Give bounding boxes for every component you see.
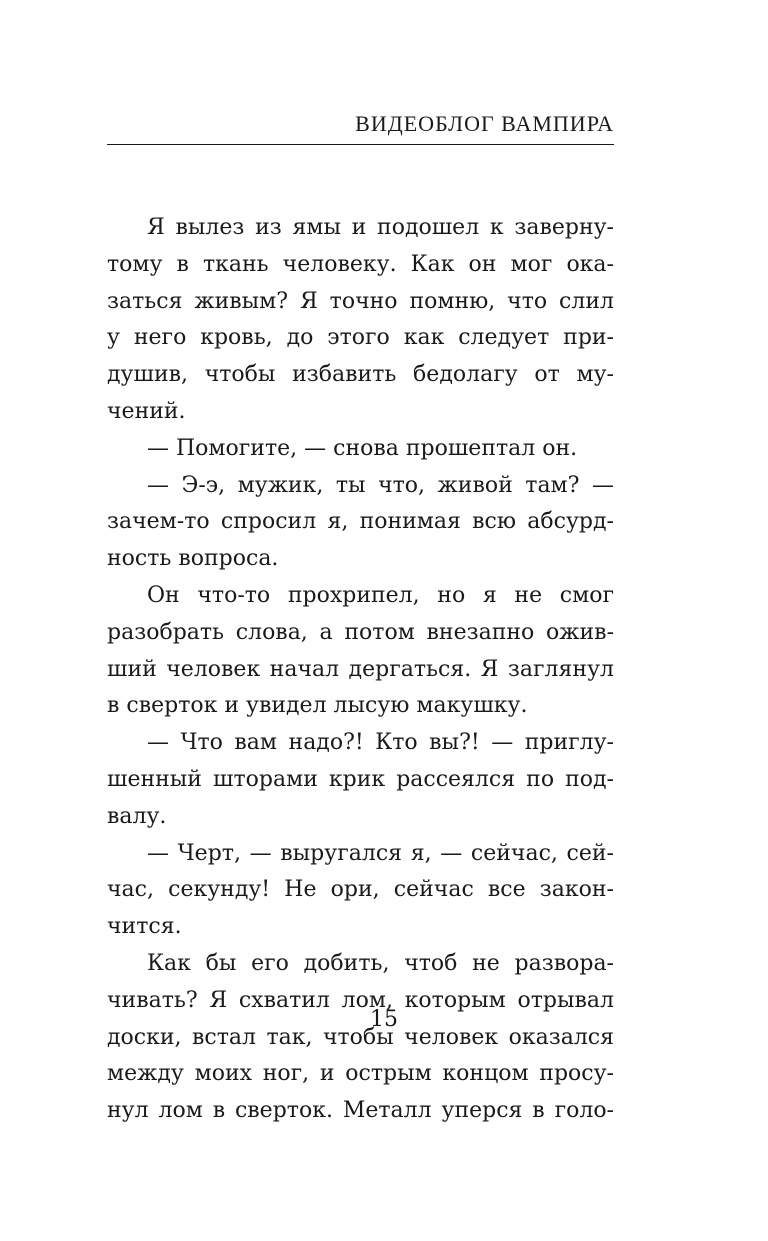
- book-title: ВИДЕОБЛОГ ВАМПИРА: [355, 111, 614, 136]
- page-number: 15: [370, 1007, 398, 1032]
- text-line: Как бы его добить, чтоб не развора-: [147, 950, 614, 976]
- text-line: — Что вам надо?! Кто вы?! — приглу-: [147, 730, 614, 756]
- text-line: между моих ног, и острым концом просу-: [107, 1061, 614, 1087]
- text-line: ность вопроса.: [107, 546, 279, 572]
- text-line: валу.: [107, 803, 167, 829]
- running-header: [107, 110, 614, 145]
- text-line: Я вылез из ямы и подошел к заверну-: [147, 215, 614, 240]
- text-line: — Черт, — выругался я, — сейчас, сей-: [147, 840, 614, 866]
- text-line: у него кровь, до этого как следует при-: [107, 325, 614, 351]
- text-line: доски, встал так, чтобы человек оказался: [107, 1024, 614, 1050]
- text-line: чивать? Я схватил лом, которым отрывал: [107, 987, 614, 1013]
- text-line: зачем-то спросил я, понимая всю абсурд-: [107, 509, 614, 535]
- text-line: ший человек начал дергаться. Я заглянул: [107, 656, 614, 682]
- text-line: тому в ткань человеку. Как он мог ока-: [107, 251, 614, 277]
- text-line: душив, чтобы избавить бедолагу от му-: [107, 362, 614, 388]
- text-line: — Э-э, мужик, ты что, живой там? —: [147, 472, 614, 498]
- text-line: чений.: [107, 398, 186, 424]
- text-line: чится.: [107, 914, 182, 940]
- text-line: разобрать слова, а потом внезапно ожив-: [107, 619, 614, 645]
- text-line: нул лом в сверток. Металл уперся в голо-: [107, 1098, 614, 1124]
- text-line: в сверток и увидел лысую макушку.: [107, 693, 528, 719]
- text-line: Он что-то прохрипел, но я не смог: [147, 582, 614, 608]
- text-line: — Помогите, — снова прошептал он.: [147, 435, 578, 461]
- text-line: шенный шторами крик рассеялся по под-: [107, 766, 614, 792]
- text-line: час, секунду! Не ори, сейчас все закон-: [107, 877, 614, 903]
- text-line: заться живым? Я точно помню, что слил: [107, 288, 614, 314]
- body-text: [107, 210, 614, 1130]
